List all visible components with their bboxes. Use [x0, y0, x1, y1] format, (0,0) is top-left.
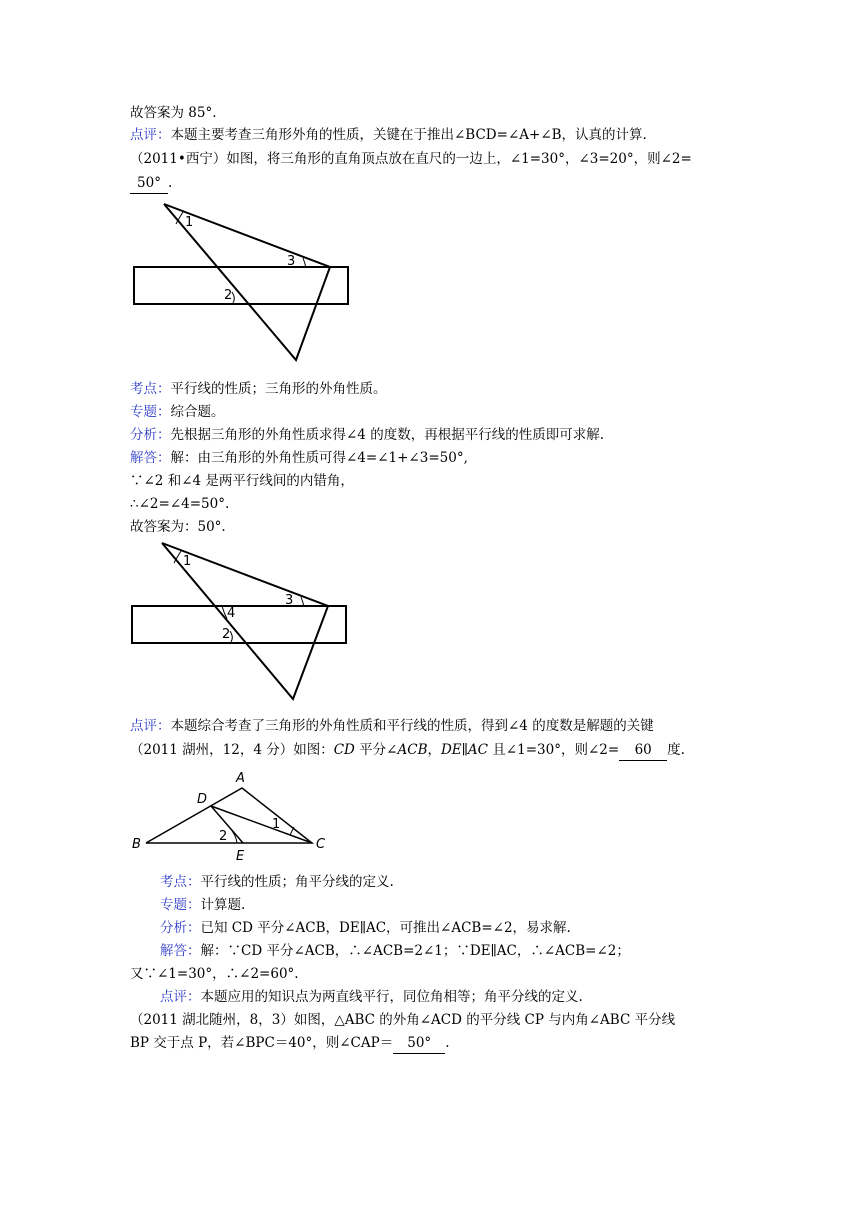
question-line: （2011•西宁）如图，将三角形的直角顶点放在直尺的一边上，∠1=30°，∠3=20°，则∠2=	[130, 151, 692, 167]
point-c: C	[316, 837, 326, 852]
angle-3-label: 3	[287, 254, 296, 269]
zhuanti-text: 计算题.	[200, 897, 246, 913]
question-end: .	[168, 175, 173, 191]
kaodian-text: 平行线的性质；角平分线的定义.	[200, 874, 394, 890]
kaodian-label: 考点：	[160, 874, 201, 890]
answer-line-2: 故答案为：50°.	[130, 519, 226, 535]
angle-3-label: 3	[285, 593, 294, 608]
kaodian-line-3	[160, 872, 394, 892]
fenxi-line-3	[160, 918, 571, 938]
answer-blank: 60	[619, 740, 667, 761]
q-t2: ，	[427, 742, 441, 758]
zhuanti-label: 专题：	[130, 404, 171, 420]
comment-text: 本题主要考查三角形外角的性质，关键在于推出∠BCD=∠A+∠B，认真的计算.	[170, 127, 647, 143]
point-a: A	[236, 771, 245, 786]
angle-4-label: 4	[227, 606, 236, 621]
angle-1-label: 1	[272, 817, 281, 832]
zhuanti-label: 专题：	[160, 897, 201, 913]
solution-step-2-3: 又∵∠1=30°，∴∠2=60°.	[130, 966, 299, 982]
jieda-label: 解答：	[160, 943, 201, 959]
question-line-4b	[130, 1033, 450, 1054]
angle-1-label: 1	[183, 554, 192, 569]
fenxi-label: 分析：	[160, 920, 201, 936]
angle-2-label: 2	[222, 627, 231, 642]
jieda-text: 解：∵CD 平分∠ACB，∴∠ACB=2∠1；∵DE∥AC，∴∠ACB=∠2；	[200, 943, 630, 959]
kaodian-label: 考点：	[130, 381, 171, 397]
q-prefix: （2011 湖州，12，4 分）如图：	[130, 742, 334, 758]
jieda-line-3	[160, 941, 630, 961]
angle-2-label: 2	[219, 829, 228, 844]
q4-prefix: BP 交于点 P，若∠BPC＝40°，则∠CAP＝	[130, 1035, 394, 1051]
angle-1-label: 1	[185, 215, 194, 230]
jieda-text: 解：由三角形的外角性质可得∠4=∠1+∠3=50°,	[170, 450, 468, 466]
jieda-label: 解答：	[130, 450, 171, 466]
answer-blank: 50°	[393, 1033, 445, 1054]
point-b: B	[132, 837, 141, 852]
comment-label: 点评：	[160, 989, 201, 1005]
comment-text: 本题综合考查了三角形的外角性质和平行线的性质，得到∠4 的度数是解题的关键	[170, 718, 654, 734]
answer-blank: 50°	[130, 173, 168, 194]
comment-line-3	[160, 987, 583, 1007]
zhuanti-line-3	[160, 895, 245, 915]
q-end: 度.	[667, 742, 685, 758]
zhuanti-text: 综合题。	[170, 404, 225, 420]
comment-label: 点评：	[130, 718, 171, 734]
q-ac: AC	[467, 742, 489, 758]
solution-step-2: ∵∠2 和∠4 是两平行线间的内错角，	[130, 473, 354, 489]
q-t4: 且∠1=30°，则∠2=	[488, 742, 620, 758]
comment-text: 本题应用的知识点为两直线平行，同位角相等；角平分线的定义.	[200, 989, 583, 1005]
q-t1: 平分∠	[354, 742, 398, 758]
q-de: DE	[440, 742, 462, 758]
point-d: D	[197, 792, 208, 807]
q-acb: ACB	[397, 742, 428, 758]
triangle-abc	[146, 788, 312, 843]
fenxi-text: 先根据三角形的外角性质求得∠4 的度数，再根据平行线的性质即可求解.	[170, 427, 604, 443]
kaodian-text: 平行线的性质；三角形的外角性质。	[170, 381, 387, 397]
fenxi-label: 分析：	[130, 427, 171, 443]
q-t3: ∥	[461, 742, 468, 758]
q-cd: CD	[333, 742, 355, 758]
answer-line: 故答案为 85°.	[130, 105, 217, 121]
point-e: E	[236, 849, 245, 864]
fenxi-text: 已知 CD 平分∠ACB，DE∥AC，可推出∠ACB=∠2，易求解.	[200, 920, 571, 936]
question-line-4: （2011 湖北随州，8，3）如图，△ABC 的外角∠ACD 的平分线 CP 与内角∠ABC 平分线	[130, 1012, 676, 1028]
solution-step-3: ∴∠2=∠4=50°.	[130, 496, 230, 512]
angle-2-label: 2	[224, 288, 233, 303]
comment-label: 点评：	[130, 127, 171, 143]
q4-end: .	[445, 1035, 450, 1051]
